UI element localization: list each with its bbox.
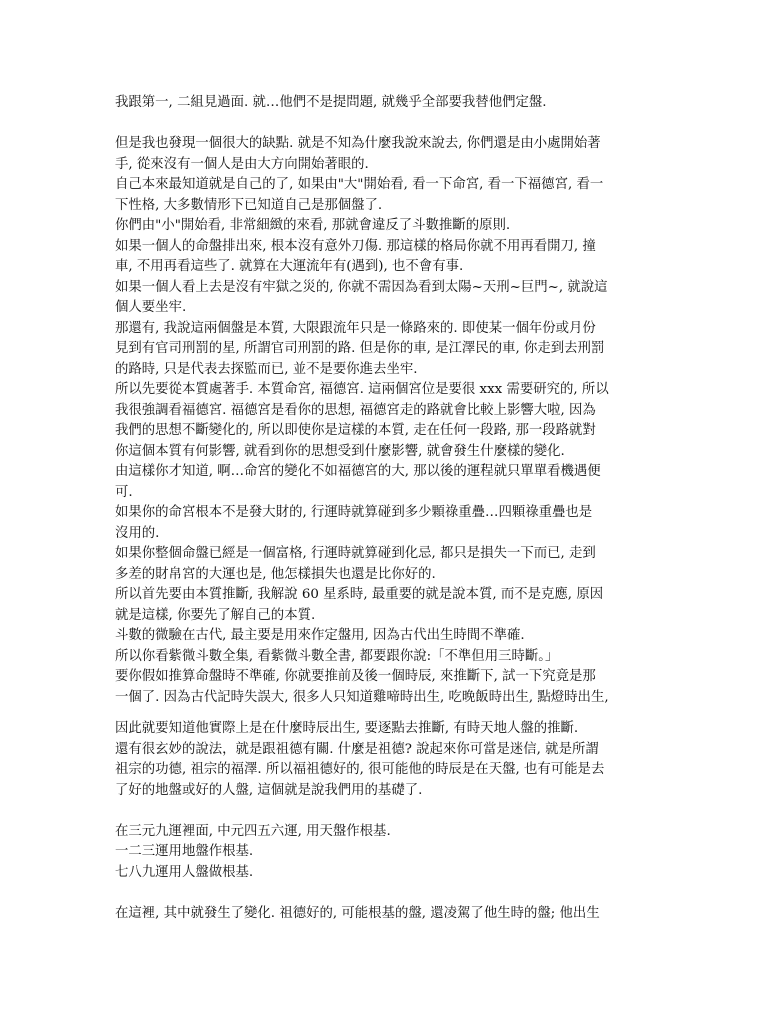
paragraph: [115, 740, 660, 802]
document-page: [115, 93, 660, 924]
paragraph: [115, 719, 660, 740]
text-line: 就是這樣, 你要先了解自己的本質.: [115, 607, 316, 623]
text-line: 祖宗的功德, 祖宗的福澤. 所以福祖德好的, 很可能他的時辰是在天盤, 也有可能是去: [115, 762, 605, 777]
paragraph: [115, 585, 660, 626]
text-line: 我們的思想不斷變化的, 所以即使你是這樣的本質, 走在任何一段路, 那一段路就對: [115, 423, 596, 438]
paragraph: [115, 175, 660, 216]
paragraph: [115, 319, 660, 381]
paragraph: [115, 626, 660, 647]
paragraph-gap: [115, 708, 660, 719]
text-line: 所以你看紫微斗數全集, 看紫微斗數全書, 都要跟你說:「不準但用三時斷。」: [115, 648, 559, 664]
paragraph-gap: [115, 883, 660, 904]
text-line: 我很強調看福德宮. 福德宮是看你的思想, 福德宮走的路就會比較上影響大啦, 因為: [115, 402, 596, 418]
text-line: 你們由"小"開始看, 非常細緻的來看, 那就會違反了斗數推斷的原則.: [115, 218, 511, 233]
text-line: 但是我也發現一個很大的缺點. 就是不知為什麼我說來說去, 你們還是由小處開始著: [115, 136, 601, 151]
text-line: 斗數的微驗在古代, 最主要是用來作定盤用, 因為古代出生時間不準確.: [115, 628, 525, 643]
text-line: 所以首先要由本質推斷, 我解說 60 星系時, 最重要的就是說本質, 而不是克應, 原因: [115, 587, 604, 602]
text-line: 可.: [115, 484, 133, 500]
text-line: 的路時, 只是代表去探監而已, 並不是要你進去坐牢.: [115, 361, 418, 377]
text-line: 在這裡, 其中就發生了變化. 祖德好的, 可能根基的盤, 還凌駕了他生時的盤; 他出生: [115, 905, 600, 921]
paragraph: [115, 544, 660, 585]
text-line: 由這樣你才知道, 啊…命宮的變化不如福德宮的大, 那以後的運程就只單單看機遇便: [115, 464, 601, 479]
paragraph-gap: [115, 801, 660, 822]
text-line: 一二三運用地盤作根基.: [115, 844, 254, 859]
paragraph: [115, 503, 660, 544]
paragraph: [115, 822, 660, 843]
text-line: 那還有, 我說這兩個盤是本質, 大限跟流年只是一條路來的. 即使某一個年份或月份: [115, 320, 596, 336]
paragraph: [115, 93, 660, 114]
text-line: 多差的財帛宮的大運也是, 他怎樣損失也還是比你好的.: [115, 566, 436, 582]
paragraph: [115, 842, 660, 863]
text-line: 還有很玄妙的說法，就是跟祖德有關. 什麼是祖德? 說起來你可當是迷信, 就是所謂: [115, 741, 599, 757]
text-line: 見到有官司刑罰的星, 所謂官司刑罰的路. 但是你的車, 是江澤民的車, 你走到去刑罰: [115, 341, 605, 356]
text-line: 如果一個人的命盤排出來, 根本沒有意外刀傷. 那這樣的格局你就不用再看開刀, 撞: [115, 238, 596, 254]
paragraph: [115, 216, 660, 237]
paragraph: [115, 278, 660, 319]
text-line: 如果你整個命盤已經是一個富格, 行運時就算碰到化忌, 都只是損失一下而已, 走到: [115, 546, 596, 561]
text-line: 沒用的.: [115, 525, 160, 541]
text-line: 個人要坐牢.: [115, 300, 187, 315]
text-line: 下性格, 大多數情形下已知道自己是那個盤了.: [115, 197, 383, 213]
text-line: 手, 從來沒有一個人是由大方向開始著眼的.: [115, 156, 369, 172]
text-line: 車, 不用再看這些了. 就算在大運流年有(遇到), 也不會有事.: [115, 259, 464, 274]
paragraph: [115, 904, 660, 925]
text-line: 所以先要從本質處著手. 本質命宮, 福德宮. 這兩個宮位是要很 xxx 需要研究的, 所以: [115, 382, 609, 397]
paragraph: [115, 863, 660, 884]
text-line: 因此就要知道他實際上是在什麼時辰出生, 要逐點去推斷, 有時天地人盤的推斷.: [115, 721, 579, 736]
text-line: 你這個本質有何影響, 就看到你的思想受到什麼影響, 就會發生什麼樣的變化.: [115, 443, 565, 459]
text-line: 自己本來最知道就是自己的了, 如果由"大"開始看, 看一下命宮, 看一下福德宮, 看一: [115, 177, 604, 192]
paragraph: [115, 462, 660, 503]
paragraph: [115, 134, 660, 175]
paragraph: [115, 667, 660, 708]
paragraph-gap: [115, 114, 660, 135]
text-line: 如果你的命宮根本不是發大財的, 行運時就算碰到多少顆祿重疊…四顆祿重疊也是: [115, 505, 593, 520]
text-line: 要你假如推算命盤時不準確, 你就要推前及後一個時辰, 來推斷下, 試一下究竟是那: [115, 669, 596, 684]
text-line: 如果一個人看上去是沒有牢獄之災的, 你就不需因為看到太陽~天刑~巨門~, 就說這: [115, 279, 608, 295]
text-line: 我跟第一, 二組見過面. 就…他們不是提問題, 就幾乎全部要我替他們定盤.: [115, 95, 547, 110]
text-line: 在三元九運裡面, 中元四五六運, 用天盤作根基.: [115, 823, 391, 839]
paragraph: [115, 647, 660, 668]
paragraph: [115, 237, 660, 278]
text-line: 七八九運用人盤做根基.: [115, 864, 254, 880]
paragraph: [115, 380, 660, 462]
text-line: 一個了. 因為古代記時失誤大, 很多人只知道雞啼時出生, 吃晚飯時出生, 點燈時出生,: [115, 689, 609, 705]
text-line: 了好的地盤或好的人盤, 這個就是說我們用的基礎了.: [115, 782, 423, 798]
